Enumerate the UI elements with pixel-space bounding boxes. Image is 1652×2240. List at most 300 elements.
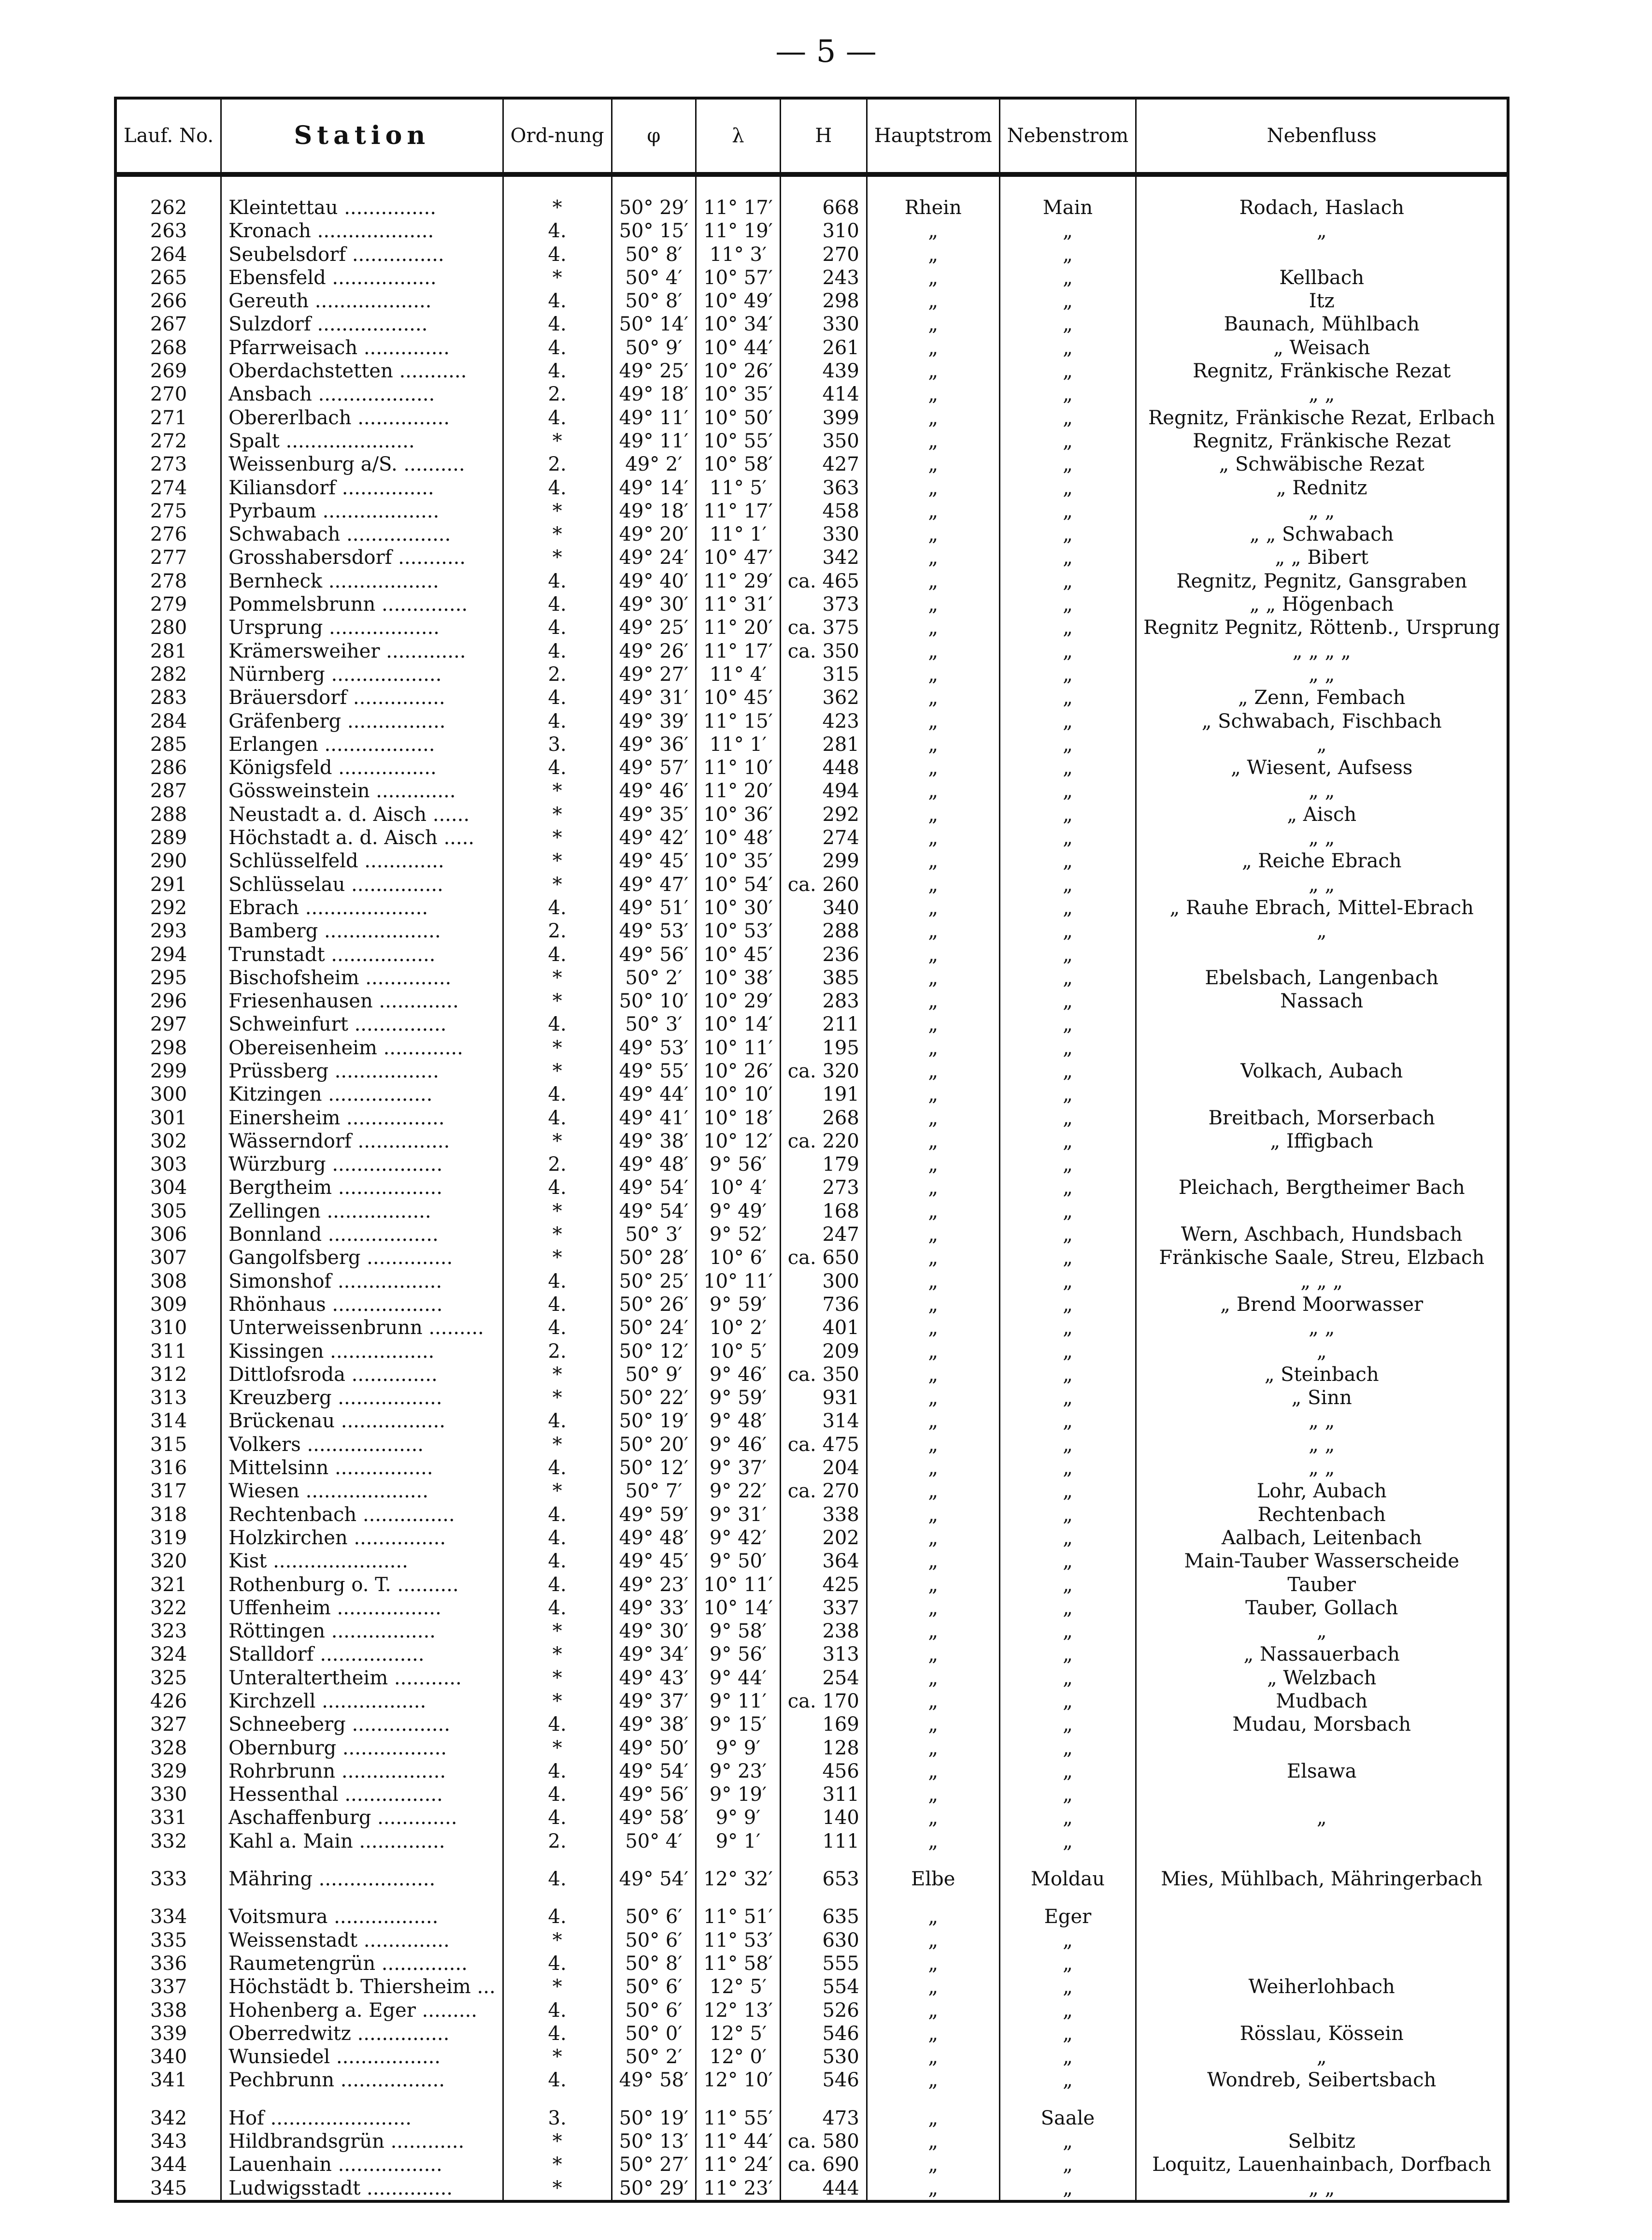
cell-nebenfluss: „ Aisch (1136, 803, 1509, 826)
cell-nebenfluss (1136, 1013, 1509, 1036)
cell-latitude: 50° 3′ (612, 1223, 696, 1246)
cell-longitude: 10° 30′ (696, 896, 781, 919)
table-row (115, 1223, 1508, 1246)
cell-no: 302 (115, 1130, 221, 1153)
cell-nebenstrom: „ (999, 896, 1136, 919)
table-row (115, 1783, 1508, 1806)
table-row (115, 1083, 1508, 1106)
table-row (115, 313, 1508, 336)
table-row (115, 1130, 1508, 1153)
cell-station: Ursprung .................. (221, 616, 503, 639)
cell-longitude: 9° 42′ (696, 1526, 781, 1550)
cell-hauptstrom: „ (867, 803, 999, 826)
cell-station: Kiliansdorf ............... (221, 476, 503, 500)
cell-ordnung: * (503, 779, 612, 803)
table-row (115, 243, 1508, 266)
cell-longitude: 10° 14′ (696, 1596, 781, 1620)
cell-nebenfluss: Wondreb, Seibertsbach (1136, 2068, 1509, 2092)
cell-station: Stalldorf ................. (221, 1643, 503, 1666)
cell-ordnung: 2. (503, 919, 612, 943)
cell-height: 554 (780, 1975, 867, 1998)
cell-station: Schneeberg ................ (221, 1713, 503, 1736)
cell-station: Gangolfsberg .............. (221, 1246, 503, 1269)
cell-nebenfluss: Fränkische Saale, Streu, Elzbach (1136, 1246, 1509, 1269)
cell-station: Mittelsinn ................ (221, 1456, 503, 1479)
cell-no: 297 (115, 1013, 221, 1036)
cell-longitude: 10° 48′ (696, 826, 781, 849)
cell-longitude: 10° 49′ (696, 289, 781, 313)
cell-station: Spalt ..................... (221, 430, 503, 453)
cell-latitude: 50° 15′ (612, 219, 696, 243)
cell-longitude: 10° 11′ (696, 1270, 781, 1293)
cell-longitude: 12° 32′ (696, 1853, 781, 1891)
cell-nebenfluss: „ „ (1136, 2177, 1509, 2201)
cell-hauptstrom: „ (867, 243, 999, 266)
cell-ordnung: 4. (503, 289, 612, 313)
header-height: H (780, 98, 867, 174)
cell-latitude: 49° 54′ (612, 1760, 696, 1783)
table-row (115, 1270, 1508, 1293)
cell-height: 330 (780, 523, 867, 546)
cell-height: 283 (780, 990, 867, 1013)
cell-nebenfluss: „ „ Högenbach (1136, 593, 1509, 616)
cell-nebenfluss: Weiherlohbach (1136, 1975, 1509, 1998)
cell-ordnung: 4. (503, 1853, 612, 1891)
table-row (115, 476, 1508, 500)
cell-height: ca. 260 (780, 873, 867, 896)
cell-hauptstrom: „ (867, 826, 999, 849)
cell-station: Höchstädt b. Thiersheim ... (221, 1975, 503, 1998)
table-row (115, 523, 1508, 546)
cell-nebenstrom: „ (999, 1952, 1136, 1975)
cell-hauptstrom: „ (867, 1036, 999, 1060)
table-row (115, 1036, 1508, 1060)
cell-latitude: 50° 8′ (612, 289, 696, 313)
cell-longitude: 10° 44′ (696, 336, 781, 359)
cell-nebenstrom: „ (999, 1246, 1136, 1269)
cell-ordnung: 4. (503, 359, 612, 383)
cell-latitude: 50° 2′ (612, 2045, 696, 2068)
cell-nebenfluss: „ „ „ (1136, 1270, 1509, 1293)
cell-height: 315 (780, 663, 867, 686)
cell-station: Weissenstadt .............. (221, 1929, 503, 1952)
cell-latitude: 50° 14′ (612, 313, 696, 336)
cell-height: 473 (780, 2092, 867, 2130)
cell-no: 289 (115, 826, 221, 849)
cell-nebenstrom: „ (999, 663, 1136, 686)
cell-height: ca. 580 (780, 2130, 867, 2153)
cell-station: Obernburg ................. (221, 1737, 503, 1760)
cell-nebenfluss: Kellbach (1136, 266, 1509, 289)
cell-hauptstrom: „ (867, 779, 999, 803)
table-row (115, 1293, 1508, 1316)
cell-station: Ansbach ................... (221, 383, 503, 406)
cell-nebenfluss: Rodach, Haslach (1136, 174, 1509, 219)
cell-height: 736 (780, 1293, 867, 1316)
cell-ordnung: 4. (503, 710, 612, 733)
cell-no: 263 (115, 219, 221, 243)
cell-latitude: 49° 54′ (612, 1176, 696, 1199)
cell-ordnung: 4. (503, 476, 612, 500)
cell-ordnung: * (503, 990, 612, 1013)
cell-ordnung: 4. (503, 1806, 612, 1829)
header-ordnung: Ord-nung (503, 98, 612, 174)
cell-nebenstrom: „ (999, 756, 1136, 779)
cell-hauptstrom: „ (867, 1130, 999, 1153)
cell-longitude: 11° 55′ (696, 2092, 781, 2130)
cell-height: 211 (780, 1013, 867, 1036)
cell-height: 338 (780, 1503, 867, 1526)
cell-no: 315 (115, 1433, 221, 1456)
cell-longitude: 11° 53′ (696, 1929, 781, 1952)
cell-ordnung: 4. (503, 943, 612, 966)
cell-no: 281 (115, 640, 221, 663)
cell-hauptstrom: „ (867, 873, 999, 896)
cell-no: 329 (115, 1760, 221, 1783)
cell-hauptstrom: „ (867, 1690, 999, 1713)
cell-longitude: 9° 56′ (696, 1643, 781, 1666)
cell-ordnung: * (503, 1200, 612, 1223)
cell-no: 327 (115, 1713, 221, 1736)
table-row (115, 1929, 1508, 1952)
cell-latitude: 49° 39′ (612, 710, 696, 733)
cell-nebenfluss: Ebelsbach, Langenbach (1136, 966, 1509, 990)
cell-station: Schweinfurt ............... (221, 1013, 503, 1036)
table-row (115, 383, 1508, 406)
cell-nebenfluss: Mudau, Morsbach (1136, 1713, 1509, 1736)
cell-longitude: 12° 5′ (696, 2022, 781, 2045)
cell-ordnung: * (503, 1036, 612, 1060)
cell-longitude: 9° 56′ (696, 1153, 781, 1176)
table-row (115, 686, 1508, 709)
cell-nebenstrom: „ (999, 1643, 1136, 1666)
cell-ordnung: 2. (503, 1340, 612, 1363)
table-row (115, 943, 1508, 966)
cell-station: Kitzingen ................. (221, 1083, 503, 1106)
cell-nebenstrom: „ (999, 1106, 1136, 1130)
cell-hauptstrom: „ (867, 546, 999, 569)
cell-hauptstrom: „ (867, 219, 999, 243)
cell-hauptstrom: „ (867, 1806, 999, 1829)
cell-no: 309 (115, 1293, 221, 1316)
table-row (115, 1456, 1508, 1479)
cell-longitude: 10° 45′ (696, 943, 781, 966)
cell-height: 373 (780, 593, 867, 616)
table-row (115, 1316, 1508, 1339)
cell-ordnung: 4. (503, 2068, 612, 2092)
cell-longitude: 10° 35′ (696, 383, 781, 406)
cell-ordnung: 4. (503, 1952, 612, 1975)
cell-no: 338 (115, 1999, 221, 2022)
cell-nebenstrom: „ (999, 1409, 1136, 1433)
cell-station: Sulzdorf .................. (221, 313, 503, 336)
cell-hauptstrom: „ (867, 1013, 999, 1036)
cell-latitude: 49° 56′ (612, 1783, 696, 1806)
cell-ordnung: * (503, 500, 612, 523)
cell-hauptstrom: „ (867, 1526, 999, 1550)
cell-nebenstrom: „ (999, 1526, 1136, 1550)
cell-ordnung: * (503, 546, 612, 569)
cell-nebenfluss: Mies, Mühlbach, Mähringerbach (1136, 1853, 1509, 1891)
table-row (115, 1999, 1508, 2022)
cell-longitude: 10° 10′ (696, 1083, 781, 1106)
cell-height: 247 (780, 1223, 867, 1246)
cell-latitude: 50° 6′ (612, 1929, 696, 1952)
cell-height: 300 (780, 1270, 867, 1293)
cell-no: 314 (115, 1409, 221, 1433)
cell-height: 111 (780, 1830, 867, 1853)
cell-ordnung: * (503, 1060, 612, 1083)
cell-station: Wiesen .................... (221, 1479, 503, 1503)
cell-longitude: 11° 1′ (696, 733, 781, 756)
cell-no: 317 (115, 1479, 221, 1503)
cell-latitude: 49° 20′ (612, 523, 696, 546)
cell-nebenstrom: „ (999, 1363, 1136, 1386)
cell-station: Rhönhaus .................. (221, 1293, 503, 1316)
cell-ordnung: * (503, 2130, 612, 2153)
cell-hauptstrom: „ (867, 593, 999, 616)
cell-ordnung: 2. (503, 1830, 612, 1853)
header-nebenstrom: Nebenstrom (999, 98, 1136, 174)
table-row (115, 1760, 1508, 1783)
table-row (115, 1573, 1508, 1596)
cell-hauptstrom: „ (867, 2068, 999, 2092)
cell-nebenstrom: „ (999, 873, 1136, 896)
cell-height: 238 (780, 1620, 867, 1643)
cell-station: Prüssberg ................. (221, 1060, 503, 1083)
cell-ordnung: * (503, 1363, 612, 1386)
cell-no: 291 (115, 873, 221, 896)
table-row (115, 873, 1508, 896)
cell-no: 272 (115, 430, 221, 453)
cell-latitude: 50° 29′ (612, 2177, 696, 2201)
cell-hauptstrom: „ (867, 990, 999, 1013)
cell-station: Gereuth ................... (221, 289, 503, 313)
table-row (115, 1060, 1508, 1083)
cell-hauptstrom: „ (867, 966, 999, 990)
table-row (115, 1596, 1508, 1620)
cell-nebenstrom: „ (999, 686, 1136, 709)
table-row (115, 1246, 1508, 1269)
cell-ordnung: * (503, 1130, 612, 1153)
cell-nebenfluss: „ „ Bibert (1136, 546, 1509, 569)
cell-no: 269 (115, 359, 221, 383)
cell-nebenstrom: „ (999, 2045, 1136, 2068)
cell-station: Rohrbrunn ................. (221, 1760, 503, 1783)
cell-nebenstrom: „ (999, 1013, 1136, 1036)
table-row (115, 733, 1508, 756)
cell-height: 444 (780, 2177, 867, 2201)
header-latitude: φ (612, 98, 696, 174)
cell-station: Brückenau ................. (221, 1409, 503, 1433)
cell-hauptstrom: „ (867, 1760, 999, 1783)
cell-latitude: 49° 26′ (612, 640, 696, 663)
cell-height: 268 (780, 1106, 867, 1130)
cell-nebenfluss: „ Reiche Ebrach (1136, 849, 1509, 873)
cell-station: Höchstadt a. d. Aisch ..... (221, 826, 503, 849)
table-row (115, 1503, 1508, 1526)
cell-station: Pyrbaum ................... (221, 500, 503, 523)
cell-longitude: 9° 22′ (696, 1479, 781, 1503)
cell-latitude: 50° 2′ (612, 966, 696, 990)
cell-latitude: 49° 54′ (612, 1853, 696, 1891)
cell-nebenfluss: Nassach (1136, 990, 1509, 1013)
cell-hauptstrom: Rhein (867, 174, 999, 219)
cell-nebenstrom: „ (999, 1550, 1136, 1573)
cell-nebenfluss: „ Brend Moorwasser (1136, 1293, 1509, 1316)
cell-ordnung: 4. (503, 1456, 612, 1479)
cell-longitude: 10° 26′ (696, 359, 781, 383)
cell-ordnung: 3. (503, 2092, 612, 2130)
cell-longitude: 11° 10′ (696, 756, 781, 779)
cell-ordnung: * (503, 1975, 612, 1998)
cell-no: 278 (115, 570, 221, 593)
cell-longitude: 11° 29′ (696, 570, 781, 593)
cell-nebenfluss: „ (1136, 2045, 1509, 2068)
cell-station: Einersheim ................ (221, 1106, 503, 1130)
table-row (115, 640, 1508, 663)
cell-nebenstrom: „ (999, 1929, 1136, 1952)
cell-no: 273 (115, 453, 221, 476)
cell-latitude: 49° 18′ (612, 383, 696, 406)
cell-ordnung: 3. (503, 733, 612, 756)
cell-ordnung: * (503, 1433, 612, 1456)
cell-height: 668 (780, 174, 867, 219)
cell-nebenfluss: „ Rednitz (1136, 476, 1509, 500)
cell-ordnung: * (503, 849, 612, 873)
cell-height: 168 (780, 1200, 867, 1223)
cell-nebenstrom: „ (999, 803, 1136, 826)
cell-no: 304 (115, 1176, 221, 1199)
cell-height: 414 (780, 383, 867, 406)
cell-nebenstrom: „ (999, 2177, 1136, 2201)
cell-nebenfluss: „ Sinn (1136, 1386, 1509, 1409)
cell-nebenstrom: „ (999, 453, 1136, 476)
table-row (115, 2022, 1508, 2045)
cell-ordnung: 4. (503, 570, 612, 593)
cell-station: Kirchzell ................. (221, 1690, 503, 1713)
cell-latitude: 49° 35′ (612, 803, 696, 826)
cell-ordnung: * (503, 2177, 612, 2201)
cell-height: 399 (780, 406, 867, 430)
cell-station: Obereisenheim ............. (221, 1036, 503, 1060)
cell-no: 308 (115, 1270, 221, 1293)
cell-station: Schwabach ................. (221, 523, 503, 546)
cell-ordnung: * (503, 1223, 612, 1246)
cell-station: Pommelsbrunn .............. (221, 593, 503, 616)
cell-station: Kronach ................... (221, 219, 503, 243)
cell-latitude: 49° 30′ (612, 593, 696, 616)
cell-station: Ludwigsstadt .............. (221, 2177, 503, 2201)
cell-latitude: 50° 29′ (612, 174, 696, 219)
cell-latitude: 49° 34′ (612, 1643, 696, 1666)
cell-latitude: 49° 55′ (612, 1060, 696, 1083)
cell-nebenfluss (1136, 1891, 1509, 1928)
cell-ordnung: 2. (503, 663, 612, 686)
table-row (115, 1200, 1508, 1223)
cell-nebenfluss (1136, 1783, 1509, 1806)
cell-no: 284 (115, 710, 221, 733)
cell-ordnung: * (503, 430, 612, 453)
cell-hauptstrom: „ (867, 1293, 999, 1316)
cell-hauptstrom: „ (867, 1386, 999, 1409)
cell-nebenfluss: „ „ (1136, 779, 1509, 803)
cell-height: 243 (780, 266, 867, 289)
cell-ordnung: 4. (503, 336, 612, 359)
cell-longitude: 9° 1′ (696, 1830, 781, 1853)
cell-ordnung: 4. (503, 640, 612, 663)
cell-hauptstrom: „ (867, 523, 999, 546)
cell-nebenstrom: „ (999, 1596, 1136, 1620)
cell-station: Rechtenbach ............... (221, 1503, 503, 1526)
cell-nebenfluss: „ Iffigbach (1136, 1130, 1509, 1153)
cell-hauptstrom: „ (867, 1503, 999, 1526)
cell-station: Nürnberg .................. (221, 663, 503, 686)
cell-station: Bergtheim ................. (221, 1176, 503, 1199)
cell-no: 274 (115, 476, 221, 500)
cell-longitude: 11° 17′ (696, 500, 781, 523)
cell-station: Trunstadt ................. (221, 943, 503, 966)
cell-hauptstrom: „ (867, 406, 999, 430)
cell-latitude: 50° 25′ (612, 1270, 696, 1293)
cell-ordnung: 2. (503, 453, 612, 476)
cell-station: Hof ....................... (221, 2092, 503, 2130)
cell-height: ca. 650 (780, 1246, 867, 1269)
cell-ordnung: 4. (503, 1409, 612, 1433)
cell-no: 339 (115, 2022, 221, 2045)
cell-station: Kist ...................... (221, 1550, 503, 1573)
cell-latitude: 49° 47′ (612, 873, 696, 896)
cell-no: 265 (115, 266, 221, 289)
cell-nebenstrom: „ (999, 1620, 1136, 1643)
cell-latitude: 49° 48′ (612, 1153, 696, 1176)
table-row (115, 453, 1508, 476)
table-row (115, 289, 1508, 313)
cell-latitude: 49° 23′ (612, 1573, 696, 1596)
cell-nebenstrom: „ (999, 1999, 1136, 2022)
cell-ordnung: 4. (503, 1526, 612, 1550)
cell-longitude: 9° 48′ (696, 1409, 781, 1433)
cell-no: 268 (115, 336, 221, 359)
cell-hauptstrom: „ (867, 2130, 999, 2153)
cell-no: 305 (115, 1200, 221, 1223)
cell-no: 295 (115, 966, 221, 990)
cell-nebenstrom: „ (999, 593, 1136, 616)
cell-nebenfluss: Aalbach, Leitenbach (1136, 1526, 1509, 1550)
table-row (115, 1666, 1508, 1690)
cell-ordnung: * (503, 1479, 612, 1503)
cell-no: 282 (115, 663, 221, 686)
table-row (115, 1409, 1508, 1433)
cell-nebenfluss: „ (1136, 1806, 1509, 1829)
cell-nebenfluss: Rösslau, Kössein (1136, 2022, 1509, 2045)
cell-height: ca. 690 (780, 2153, 867, 2176)
table-row (115, 1363, 1508, 1386)
cell-latitude: 50° 12′ (612, 1456, 696, 1479)
cell-hauptstrom: „ (867, 919, 999, 943)
cell-station: Unteraltertheim ........... (221, 1666, 503, 1690)
cell-longitude: 10° 26′ (696, 1060, 781, 1083)
cell-ordnung: 4. (503, 1013, 612, 1036)
cell-no: 270 (115, 383, 221, 406)
cell-latitude: 50° 19′ (612, 1409, 696, 1433)
cell-station: Simonshof ................. (221, 1270, 503, 1293)
table-row (115, 1433, 1508, 1456)
cell-longitude: 12° 10′ (696, 2068, 781, 2092)
cell-hauptstrom: „ (867, 1643, 999, 1666)
cell-station: Friesenhausen ............. (221, 990, 503, 1013)
cell-longitude: 10° 34′ (696, 313, 781, 336)
